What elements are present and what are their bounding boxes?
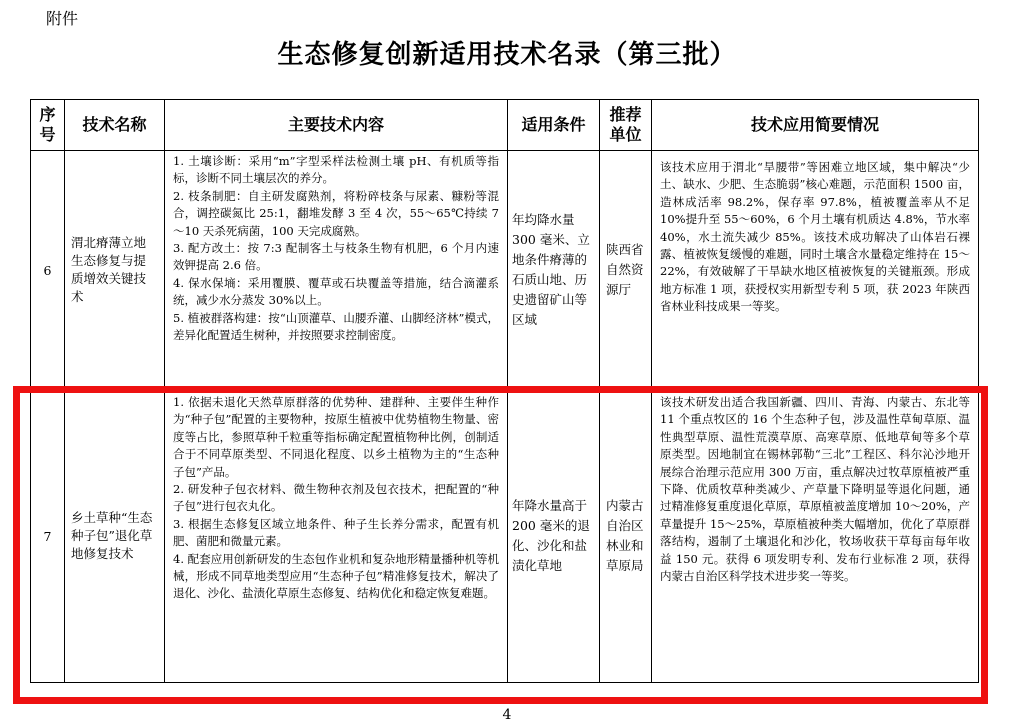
- application-summary: 该技术研发出适合我国新疆、四川、青海、内蒙古、东北等 11 个重点牧区的 16 个生态种子包，涉及温性草甸草原、温性典型草原、温性荒漠草原、高寒草原、低地草甸等多个草原类型。因地制宜在锡林郭勒“三北”工程区、科尔沁沙地开展综合治理示范应用 300 万亩，重点解决过牧草原植被严重下降、优质牧草种类减少、产草量下降明显等退化问题，通过精准修复重度退化草原，草原植被盖度增加 10～20%，产草量提升 15～25%，草原植被种类大幅增加，优化了草原群落结构，遏制了土壤退化和沙化，牧场收获干草每亩每年收益 150 元。获得 6 项发明专利、发布行业标准 2 项，获得内蒙古自治区科学技术进步奖一等奖。: [660, 395, 970, 584]
- row-index: 6: [31, 151, 65, 390]
- table-row: [31, 151, 979, 390]
- header-conditions: 适用条件: [508, 100, 600, 151]
- technology-name: 乡土草种“生态种子包”退化草地修复技术: [65, 390, 165, 683]
- technology-content: 1. 土壤诊断：采用“m”字型采样法检测土壤 pH、有机质等指标，诊断不同土壤层次的养分。 2. 枝条制肥：自主研发腐熟剂，将粉碎枝条与尿素、糠粉等混合，调控碳氮比 25:1，翻堆发酵 3 至 4 次，55～65℃持续 7～10 天杀死病菌，100 天完成腐熟。 3. 配方改土：按 7:3 配制客土与枝条生物有机肥，6 个月内速效钾提高 2.6 倍。 4. 保水保墒：采用覆膜、覆草或石块覆盖等措施，结合滴灌系统，减少水分蒸发 30%以上。 5. 植被群落构建：按“山顶灌草、山腰乔灌、山脚经济林”模式，差异化配置适生树种，并按照要求控制密度。: [173, 154, 499, 343]
- applicable-conditions: 年降水量高于 200 毫米的退化、沙化和盐渍化草地: [508, 390, 600, 683]
- header-index: 序号: [31, 100, 65, 151]
- header-unit: 推荐单位: [600, 100, 652, 151]
- header-name: 技术名称: [65, 100, 165, 151]
- row-index: 7: [31, 390, 65, 683]
- page-number: 4: [502, 708, 512, 720]
- table-row: [31, 390, 979, 683]
- technology-name: 渭北瘠薄立地生态修复与提质增效关键技术: [65, 151, 165, 390]
- technology-table: [30, 99, 979, 683]
- technology-content: 1. 依据未退化天然草原群落的优势种、建群种、主要伴生种作为“种子包”配置的主要物种，按原生植被中优势植物生物量、密度等占比，参照草种千粒重等指标确定配置植物种比例，创制适合于不同草原类型、不同退化程度、以乡土植物为主的“生态种子包”产品。 2. 研发种子包衣材料、微生物种衣剂及包衣技术，把配置的“种子包”进行包衣丸化。 3. 根据生态修复区域立地条件、种子生长养分需求，配置有机肥、菌肥和微量元素。 4. 配套应用创新研发的生态包作业机和复杂地形精量播种机等机械，形成不同草地类型应用“生态种子包”精准修复技术，解决了退化、沙化、盐渍化草原生态修复、结构优化和稳定恢复难题。: [173, 395, 499, 601]
- document-title: 生态修复创新适用技术名录（第三批）: [277, 40, 737, 70]
- recommending-unit: 陕西省自然资源厅: [600, 151, 652, 390]
- header-content: 主要技术内容: [165, 100, 508, 151]
- applicable-conditions: 年均降水量 300 毫米、立地条件瘠薄的石质山地、历史遗留矿山等区域: [508, 151, 600, 390]
- application-summary: 该技术应用于渭北“旱腰带”等困难立地区域，集中解决“少土、缺水、少肥、生态脆弱”核心难题，示范面积 1500 亩，造林成活率 98.2%，保存率 97.8%，植被覆盖率从不足 10%提升至 55～60%，6 个月土壤有机质达 4.8%，节水率 40%，水土流失减少 85%。该技术成功解决了山体岩石裸露、植被恢复缓慢的难题，同时土壤含水量稳定维持在 15～22%，有效破解了干旱缺水地区植被恢复的关键瓶颈。形成地方标准 1 项，获授权实用新型专利 5 项，获 2023 年陕西省林业科技成果一等奖。: [660, 160, 970, 314]
- recommending-unit: 内蒙古自治区林业和草原局: [600, 390, 652, 683]
- header-summary: 技术应用简要情况: [652, 100, 979, 151]
- attachment-label: 附件: [46, 9, 79, 28]
- table-header-row: [31, 100, 979, 151]
